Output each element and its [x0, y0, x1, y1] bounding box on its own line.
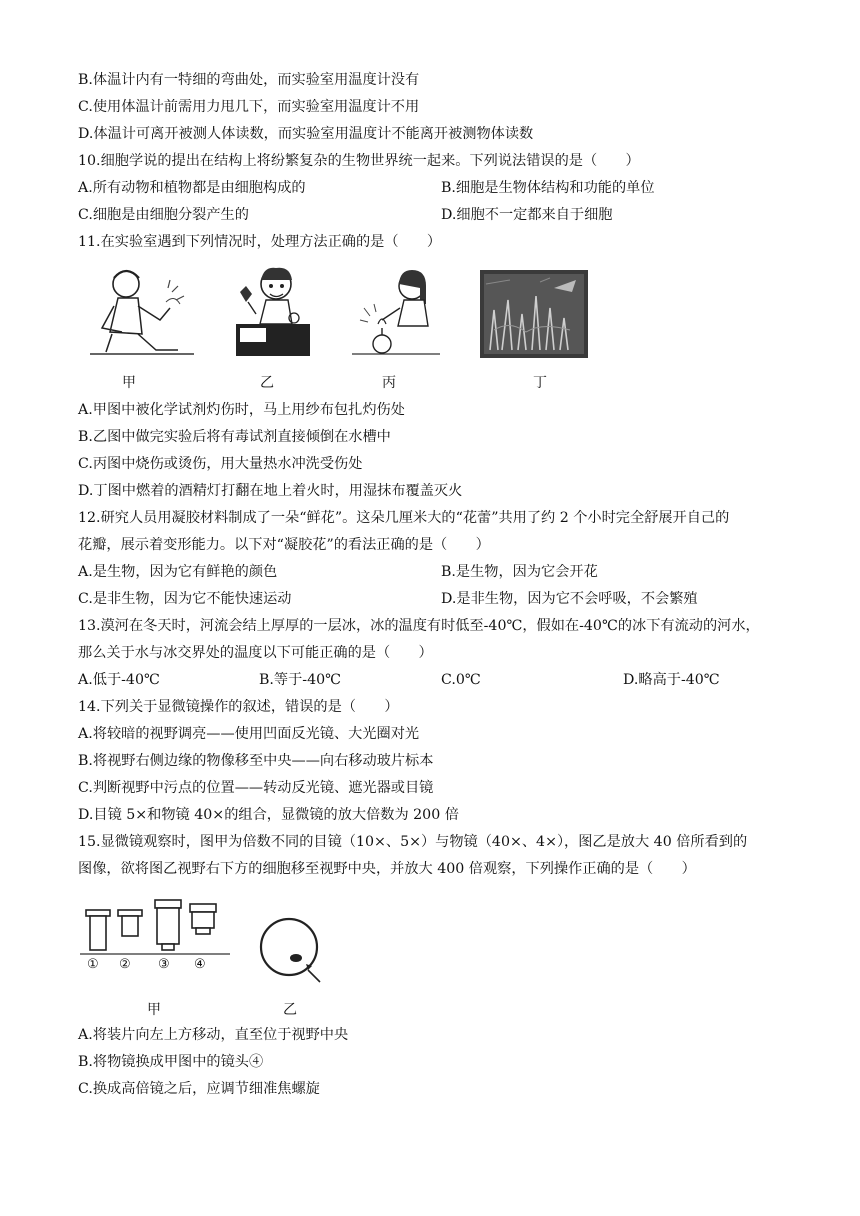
q11-figure-ding: [480, 270, 588, 358]
q14-option-a: A.将较暗的视野调亮——使用凹面反光镜、大光圈对光: [78, 726, 420, 742]
q12-option-b: B.是生物，因为它会开花: [441, 564, 598, 580]
q10-option-c: C.细胞是由细胞分裂产生的: [78, 207, 249, 223]
lens-number-3: ③: [158, 957, 170, 972]
q15-stem-line1: 15.显微镜观察时，图甲为倍数不同的目镜（10×、5×）与物镜（40×、4×），图乙是放大 40 倍所看到的: [78, 834, 748, 850]
q11-option-b: B.乙图中做完实验后将有毒试剂直接倾倒在水槽中: [78, 429, 391, 445]
q15-label-yi: 乙: [283, 1002, 297, 1018]
q11-figure-bing: [348, 264, 444, 360]
q15-option-b: B.将物镜换成甲图中的镜头④: [78, 1054, 264, 1070]
q12-stem-line1: 12.研究人员用凝胶材料制成了一朵“鲜花”。这朵几厘米大的“花蕾”共用了约 2 个小时完全舒展开自己的: [78, 510, 730, 526]
lens-number-2: ②: [119, 957, 131, 972]
q12-stem-line2: 花瓣，展示着变形能力。以下对“凝胶花”的看法正确的是（ ）: [78, 537, 490, 553]
q11-label-jia: 甲: [122, 375, 136, 391]
q12-option-d: D.是非生物，因为它不会呼吸，不会繁殖: [441, 591, 698, 607]
q11-label-bing: 丙: [382, 375, 396, 391]
q14-option-b: B.将视野右侧边缘的物像移至中央——向右移动玻片标本: [78, 753, 434, 769]
q15-figure-field-of-view: [256, 914, 328, 986]
lens-number-4: ④: [194, 957, 206, 972]
q13-option-a: A.低于-40℃: [78, 672, 160, 688]
q11-figure-jia: [82, 262, 202, 360]
q10-option-a: A.所有动物和植物都是由细胞构成的: [78, 180, 306, 196]
q9-option-c: C.使用体温计前需用力甩几下，而实验室用温度计不用: [78, 99, 420, 115]
q11-option-c: C.丙图中烧伤或烫伤，用大量热水冲洗受伤处: [78, 456, 363, 472]
q15-option-c: C.换成高倍镜之后，应调节细准焦螺旋: [78, 1081, 320, 1097]
q11-option-a: A.甲图中被化学试剂灼伤时，马上用纱布包扎灼伤处: [78, 402, 405, 418]
q11-stem: 11.在实验室遇到下列情况时，处理方法正确的是（ ）: [78, 234, 442, 250]
q14-stem: 14.下列关于显微镜操作的叙述，错误的是（ ）: [78, 699, 399, 715]
q10-stem: 10.细胞学说的提出在结构上将纷繁复杂的生物世界统一起来。下列说法错误的是（ ）: [78, 153, 640, 169]
q9-option-d: D.体温计可离开被测人体读数，而实验室用温度计不能离开被测物体读数: [78, 126, 534, 142]
q13-stem-line1: 13.漠河在冬天时，河流会结上厚厚的一层冰，冰的温度有时低至-40℃，假如在-40℃的冰下有流动的河水，: [78, 618, 760, 634]
q15-option-a: A.将装片向左上方移动，直至位于视野中央: [78, 1027, 349, 1043]
q15-figure-lenses: [80, 896, 230, 980]
q11-label-yi: 乙: [260, 375, 274, 391]
q15-stem-line2: 图像，欲将图乙视野右下方的细胞移至视野中央，并放大 400 倍观察，下列操作正确的是（ ）: [78, 861, 696, 877]
q11-label-ding: 丁: [533, 375, 547, 391]
q15-label-jia: 甲: [147, 1002, 161, 1018]
q10-option-d: D.细胞不一定都来自于细胞: [441, 207, 613, 223]
q12-option-c: C.是非生物，因为它不能快速运动: [78, 591, 292, 607]
q13-stem-line2: 那么关于水与冰交界处的温度以下可能正确的是（ ）: [78, 645, 433, 661]
lens-number-1: ①: [87, 957, 99, 972]
q13-option-b: B.等于-40℃: [259, 672, 342, 688]
q14-option-d: D.目镜 5×和物镜 40×的组合，显微镜的放大倍数为 200 倍: [78, 807, 459, 823]
q14-option-c: C.判断视野中污点的位置——转动反光镜、遮光器或目镜: [78, 780, 434, 796]
q13-option-c: C.0℃: [441, 672, 481, 688]
q11-option-d: D.丁图中燃着的酒精灯打翻在地上着火时，用湿抹布覆盖灭火: [78, 483, 463, 499]
q13-option-d: D.略高于-40℃: [623, 672, 720, 688]
q11-figure-yi: [232, 262, 314, 360]
q10-option-b: B.细胞是生物体结构和功能的单位: [441, 180, 655, 196]
q9-option-b: B.体温计内有一特细的弯曲处，而实验室用温度计没有: [78, 72, 420, 88]
q12-option-a: A.是生物，因为它有鲜艳的颜色: [78, 564, 278, 580]
